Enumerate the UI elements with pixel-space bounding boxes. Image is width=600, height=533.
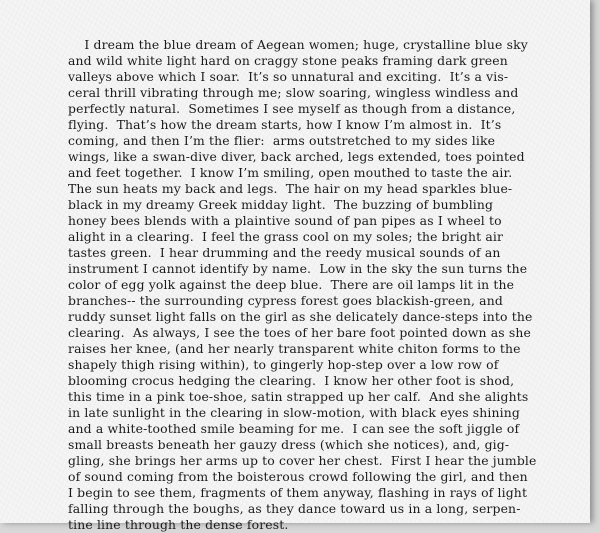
text-line: tine line through the dense forest.: [68, 517, 289, 532]
text-line: falling through the boughs, as they dance toward us in a long, serpen-: [68, 501, 521, 516]
text-line: this time in a pink toe-shoe, satin strapped up her calf. And she alights: [68, 389, 529, 404]
text-line: alight in a clearing. I feel the grass cool on my soles; the bright air: [68, 229, 504, 244]
text-line: and a white-toothed smile beaming for me. I can see the soft jiggle of: [68, 421, 520, 436]
text-line: ruddy sunset light falls on the girl as she delicately dance-steps into the: [68, 309, 533, 324]
text-line: shapely thigh rising within), to gingerly hop-step over a low row of: [68, 357, 499, 372]
text-line: instrument I cannot identify by name. Low in the sky the sun turns the: [68, 261, 528, 276]
text-line: tastes green. I hear drumming and the reedy musical sounds of an: [68, 245, 501, 260]
text-line: in late sunlight in the clearing in slow-motion, with black eyes shining: [68, 405, 521, 420]
text-line: ceral thrill vibrating through me; slow soaring, wingless windless and: [68, 85, 519, 100]
text-line: gling, she brings her arms up to cover her chest. First I hear the jumble: [68, 453, 537, 468]
text-line: black in my dreamy Greek midday light. The buzzing of bumbling: [68, 197, 494, 212]
text-line: small breasts beneath her gauzy dress (which she notices), and, gig-: [68, 437, 510, 452]
text-line: The sun heats my back and legs. The hair on my head sparkles blue-: [68, 181, 513, 196]
text-line: honey bees blends with a plaintive sound of pan pipes as I wheel to: [68, 213, 502, 228]
text-line: wings, like a swan-dive diver, back arched, legs extended, toes pointed: [68, 149, 525, 164]
text-line: and wild white light hard on craggy stone peaks framing dark green: [68, 53, 508, 68]
text-line: coming, and then I’m the flier: arms outstretched to my sides like: [68, 133, 496, 148]
text-line: and feet together. I know I’m smiling, open mouthed to taste the air.: [68, 165, 513, 180]
text-line: flying. That’s how the dream starts, how I know I’m almost in. It’s: [68, 117, 502, 132]
text-line: valleys above which I soar. It’s so unnatural and exciting. It’s a vis-: [68, 69, 509, 84]
text-line: clearing. As always, I see the toes of her bare foot pointed down as she: [68, 325, 531, 340]
text-line: perfectly natural. Sometimes I see myself as though from a distance,: [68, 101, 516, 116]
text-line: color of egg yolk against the deep blue. There are oil lamps lit in the: [68, 277, 515, 292]
text-line: I dream the blue dream of Aegean women; huge, crystalline blue sky: [68, 37, 528, 52]
text-line: branches-- the surrounding cypress forest goes blackish-green, and: [68, 293, 503, 308]
text-line: I begin to see them, fragments of them anyway, flashing in rays of light: [68, 485, 528, 500]
text-line: raises her knee, (and her nearly transparent white chiton forms to the: [68, 341, 521, 356]
text-line: blooming crocus hedging the clearing. I know her other foot is shod,: [68, 373, 515, 388]
text-line: of sound coming from the boisterous crowd following the girl, and then: [68, 469, 528, 484]
